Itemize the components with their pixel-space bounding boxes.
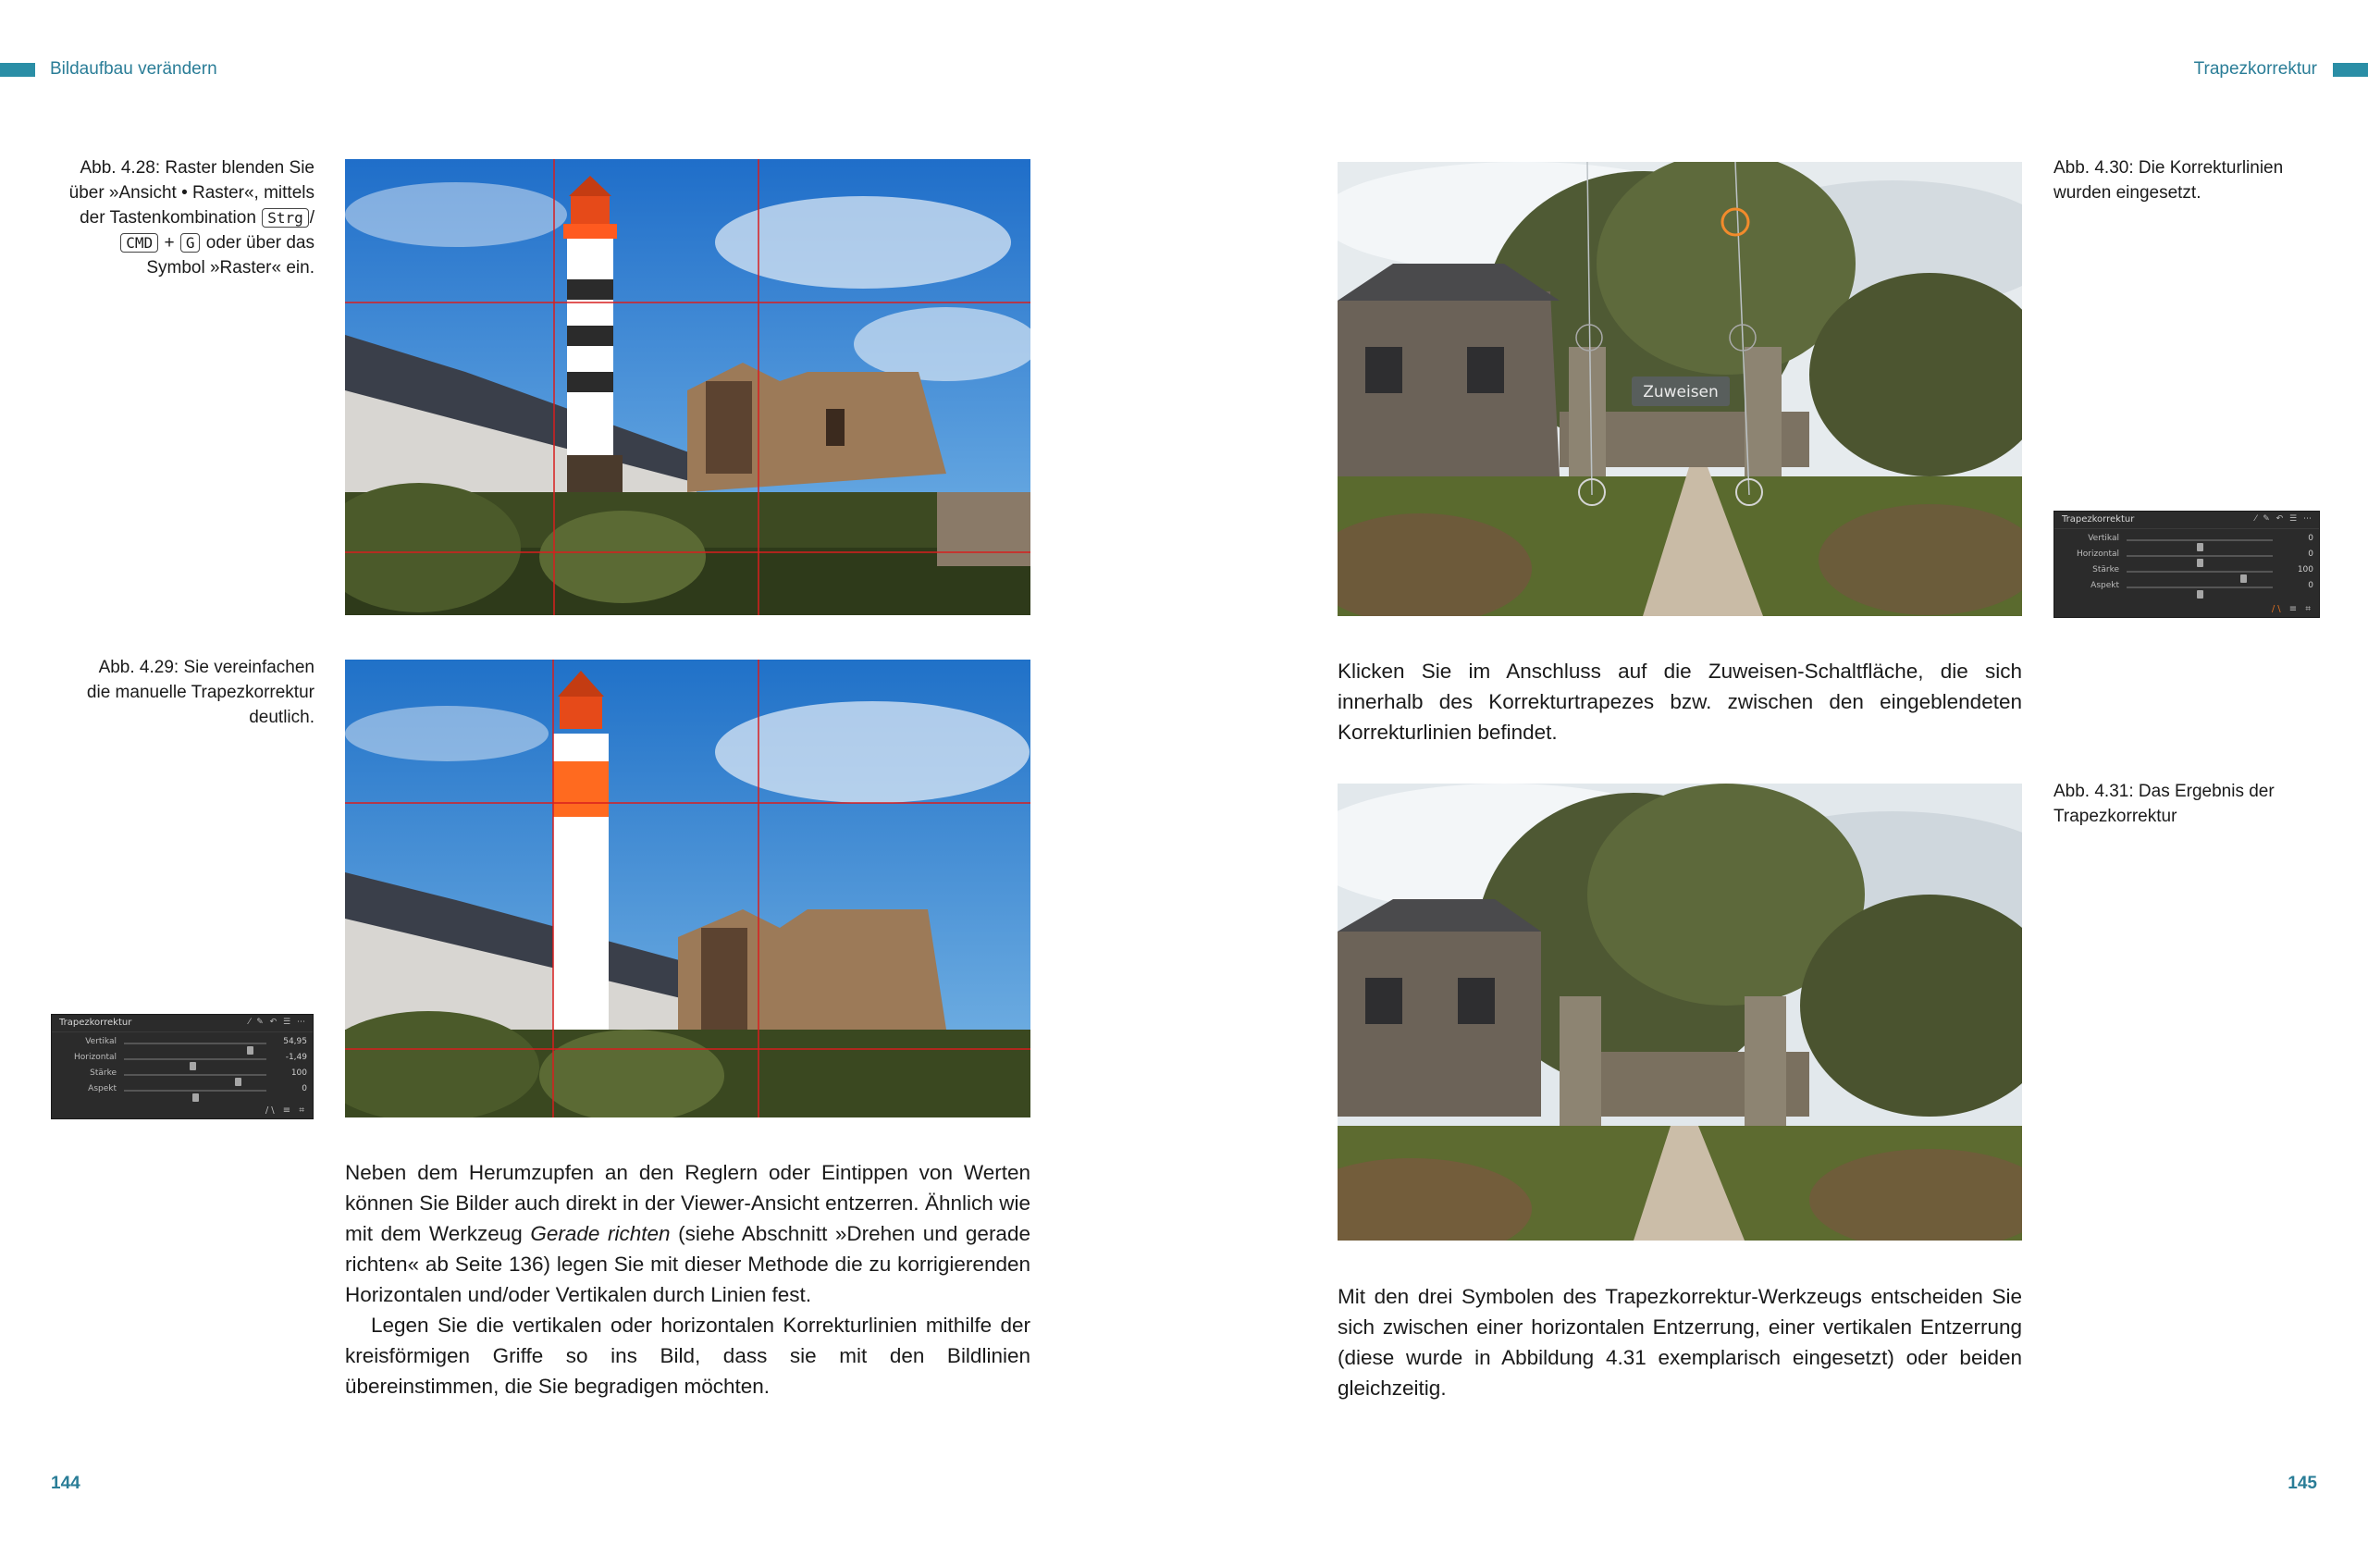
photo-lighthouse-grid xyxy=(345,159,1030,615)
slider-value[interactable]: 100 xyxy=(290,1068,307,1078)
right-body-text-1: Klicken Sie im Anschluss auf die Zuweisen-Schaltfläche, die sich innerhalb des Korrekturtrapezes bzw. zwischen den eingeblendeten Korrekturlinien befindet. xyxy=(1338,660,2022,744)
paragraph-1: Neben dem Herumzupfen an den Reglern oder Eintippen von Werten können Sie Bilder auch direkt in der Viewer-Ansicht entzerren. Ähnlich wie mit dem Werkzeug Gerade richten (siehe Abschnitt »Drehen und gerade richten« ab Seite 136) legen Sie mit dieser Methode die zu korrigierenden Horizontalen und/oder Vertikalen durch Linien fest. xyxy=(345,1161,1030,1306)
slider-label: Vertikal xyxy=(85,1037,117,1046)
panel-tool-icons[interactable]: ⁄ ✎ ↶ ☰ ⋯ xyxy=(2254,514,2313,524)
slider-value[interactable]: -1,49 xyxy=(285,1053,307,1062)
slider-label: Stärke xyxy=(2092,565,2119,574)
panel-tool-icons[interactable]: ⁄ ✎ ↶ ☰ ⋯ xyxy=(248,1018,307,1027)
slider-value[interactable]: 0 xyxy=(302,1084,307,1093)
key-strg: Strg xyxy=(262,208,309,228)
slider-row-horizontal xyxy=(52,1051,313,1067)
slider-value[interactable]: 0 xyxy=(2308,581,2313,590)
slider-value[interactable]: 0 xyxy=(2308,534,2313,543)
panel-title: Trapezkorrektur xyxy=(2062,514,2135,525)
slider-label: Horizontal xyxy=(74,1053,117,1062)
slider-row-stärke xyxy=(2054,563,2319,579)
slider-row-vertikal xyxy=(52,1035,313,1051)
slider-track[interactable] xyxy=(124,1043,266,1044)
slider-track[interactable] xyxy=(2127,586,2273,588)
slider-value[interactable]: 100 xyxy=(2297,565,2313,574)
left-header-bar xyxy=(0,63,35,77)
right-header-bar xyxy=(2333,63,2368,77)
photo-castle-result xyxy=(1338,784,2022,1241)
key-cmd: CMD xyxy=(120,233,158,253)
right-page-number: 145 xyxy=(2288,1474,2317,1493)
slider-track[interactable] xyxy=(2127,555,2273,557)
slider-label: Aspekt xyxy=(88,1084,117,1093)
panel-title: Trapezkorrektur xyxy=(59,1018,132,1028)
photo-castle-correction-lines xyxy=(1338,162,2022,616)
panel-mode-icons[interactable] xyxy=(2272,604,2313,614)
trapezkorrektur-panel-left xyxy=(51,1014,314,1119)
key-g: G xyxy=(180,233,201,253)
slider-thumb[interactable] xyxy=(2197,590,2203,599)
photo-lighthouse-corrected xyxy=(345,660,1030,1117)
slider-track[interactable] xyxy=(2127,539,2273,541)
left-running-head: Bildaufbau verändern xyxy=(50,59,217,79)
caption-fig-4-31: Abb. 4.31: Das Ergebnis der Trapezkorrektur xyxy=(2054,782,2275,826)
slider-row-aspekt xyxy=(52,1082,313,1098)
slider-thumb[interactable] xyxy=(192,1093,199,1102)
slider-row-horizontal xyxy=(2054,548,2319,563)
slider-label: Horizontal xyxy=(2077,549,2119,559)
slider-label: Stärke xyxy=(90,1068,117,1078)
slider-value[interactable]: 54,95 xyxy=(283,1037,307,1046)
panel-mode-icons[interactable]: /\ ≡ ⌗ xyxy=(265,1105,307,1116)
paragraph-2: Legen Sie die vertikalen oder horizontalen Korrekturlinien mithilfe der kreisförmigen Griffe so ins Bild, dass sie mit den Bildlinien übereinstimmen, die Sie begradigen möchten. xyxy=(345,1314,1030,1398)
vertical-mode-icon[interactable]: /\ xyxy=(2271,604,2284,614)
both-mode-icon[interactable]: ⌗ xyxy=(2305,604,2313,614)
caption-fig-4-29: Abb. 4.29: Sie vereinfachen die manuelle Trapezkorrektur deutlich. xyxy=(86,658,314,727)
slider-track[interactable] xyxy=(124,1090,266,1092)
horizontal-mode-icon[interactable]: ≡ xyxy=(2288,604,2300,614)
slider-label: Vertikal xyxy=(2088,534,2119,543)
slider-row-stärke xyxy=(52,1067,313,1082)
slider-row-vertikal xyxy=(2054,532,2319,548)
slider-track[interactable] xyxy=(124,1074,266,1076)
left-page-number: 144 xyxy=(51,1474,80,1493)
left-body-text xyxy=(345,1157,1030,1401)
caption-fig-4-30: Abb. 4.30: Die Korrekturlinien wurden eingesetzt. xyxy=(2054,158,2284,203)
slider-value[interactable]: 0 xyxy=(2308,549,2313,559)
right-body-text-2: Mit den drei Symbolen des Trapezkorrektur-Werkzeugs entscheiden Sie sich zwischen einer horizontalen Entzerrung, einer vertikalen Entzerrung (diese wurde in Abbildung 4.31 exemplarisch eingesetzt) oder beiden gleichzeitig. xyxy=(1338,1285,2022,1400)
caption-fig-4-28: Abb. 4.28: Raster blenden Sie über »Ansicht • Raster«, mittels der Tastenkombination Strg / CMD + G oder über das Symbol »Raster« ein. xyxy=(68,158,314,278)
zuweisen-label: Zuweisen xyxy=(1643,383,1719,401)
slider-row-aspekt xyxy=(2054,579,2319,595)
slider-track[interactable] xyxy=(124,1058,266,1060)
right-running-head: Trapezkorrektur xyxy=(2193,59,2317,79)
slider-track[interactable] xyxy=(2127,571,2273,573)
trapezkorrektur-panel-right xyxy=(2054,511,2320,618)
slider-label: Aspekt xyxy=(2090,581,2119,590)
